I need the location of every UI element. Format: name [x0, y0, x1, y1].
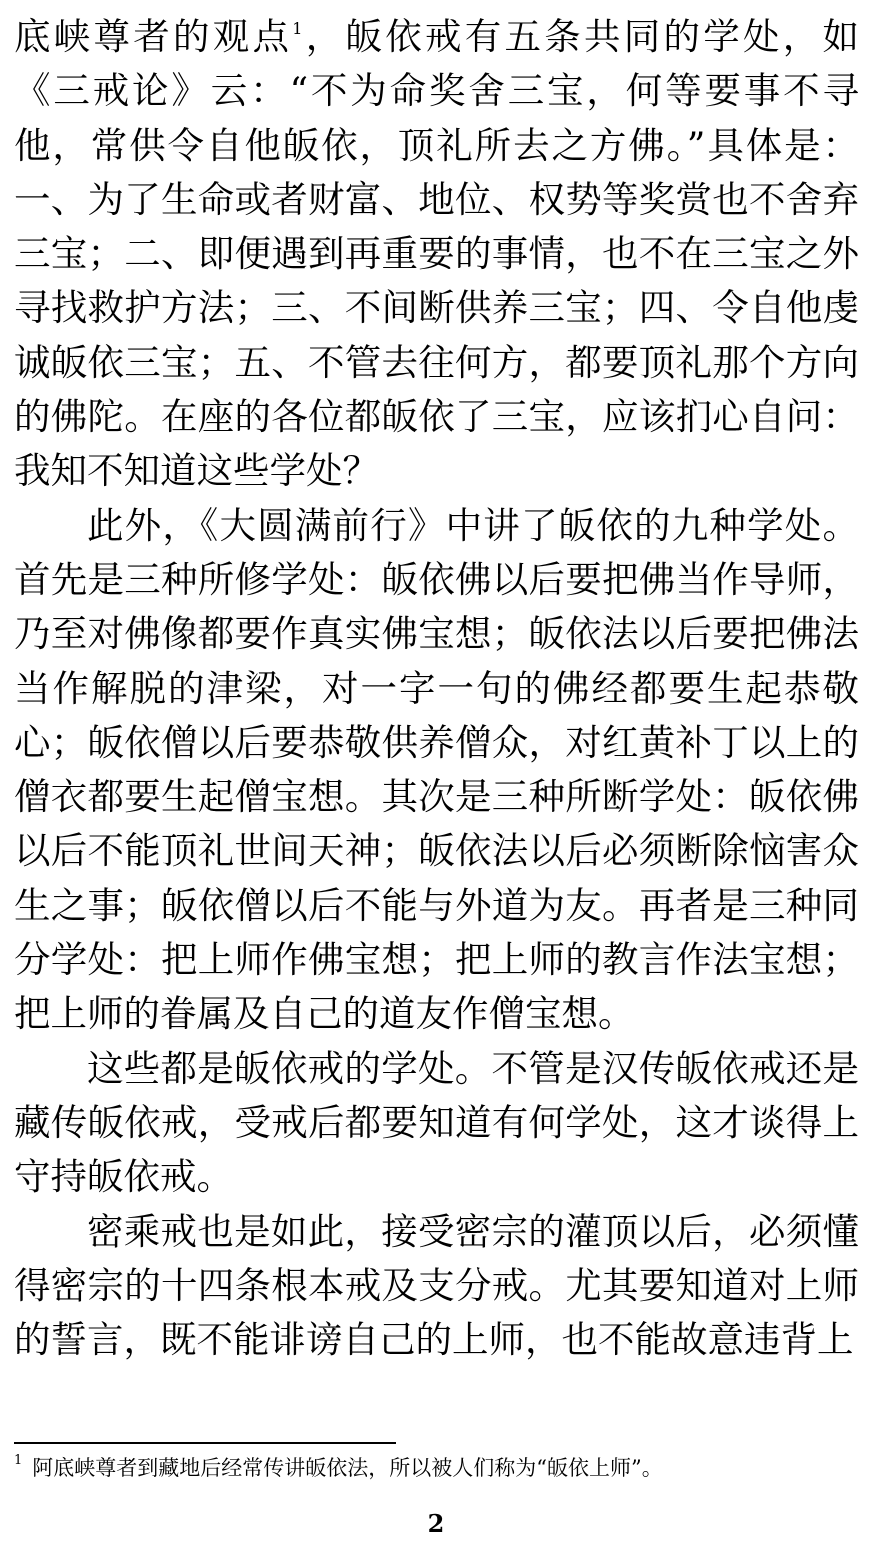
paragraph-4: 密乘戒也是如此，接受密宗的灌顶以后，必须懂得密宗的十四条根本戒及支分戒。尤其要知道对上师的誓言，既不能诽谤自己的上师，也不能故意违背上	[14, 1209, 859, 1362]
paragraph-1	[14, 10, 859, 499]
paragraph-3: 这些都是皈依戒的学处。不管是汉传皈依戒还是藏传皈依戒，受戒后都要知道有何学处，这才谈得上守持皈依戒。	[14, 1046, 859, 1199]
footnote-text: 阿底峡尊者到藏地后经常传讲皈依法，所以被人们称为“皈依上师”。	[32, 1456, 663, 1480]
page-body	[14, 10, 859, 1367]
page-number: 2	[427, 1509, 445, 1538]
paragraph-2: 此外，《大圆满前行》中讲了皈依的九种学处。首先是三种所修学处：皈依佛以后要把佛当作导师，乃至对佛像都要作真实佛宝想；皈依法以后要把佛法当作解脱的津梁，对一字一句的佛经都要生起恭敬心；皈依僧以后要恭敬供养僧众，对红黄补丁以上的僧衣都要生起僧宝想。其次是三种所断学处：皈依佛以后不能顶礼世间天神；皈依法以后必须断除恼害众生之事；皈依僧以后不能与外道为友。再者是三种同分学处：把上师作佛宝想；把上师的教言作法宝想；把上师的眷属及自己的道友作僧宝想。	[14, 503, 859, 1036]
footnote	[14, 1452, 859, 1484]
main-text	[14, 10, 859, 1367]
paragraph-1-start: 底峡尊者的观点	[14, 15, 293, 58]
footnote-reference[interactable]: 1	[292, 18, 303, 38]
footnote-marker: 1	[14, 1453, 23, 1468]
paragraph-1-rest: ，皈依戒有五条共同的学处，如《三戒论》云：“不为命奖舍三宝，何等要事不寻他，常供令自他皈依，顶礼所去之方佛。”具体是：一、为了生命或者财富、地位、权势等奖赏也不舍弃三宝；二、即便遇到再重要的事情，也不在三宝之外寻找救护方法；三、不间断供养三宝；四、令自他虔诚皈依三宝；五、不管去往何方，都要顶礼那个方向的佛陀。在座的各位都皈依了三宝，应该扪心自问：我知不知道这些学处？	[14, 15, 860, 493]
footnote-divider	[14, 1442, 396, 1444]
